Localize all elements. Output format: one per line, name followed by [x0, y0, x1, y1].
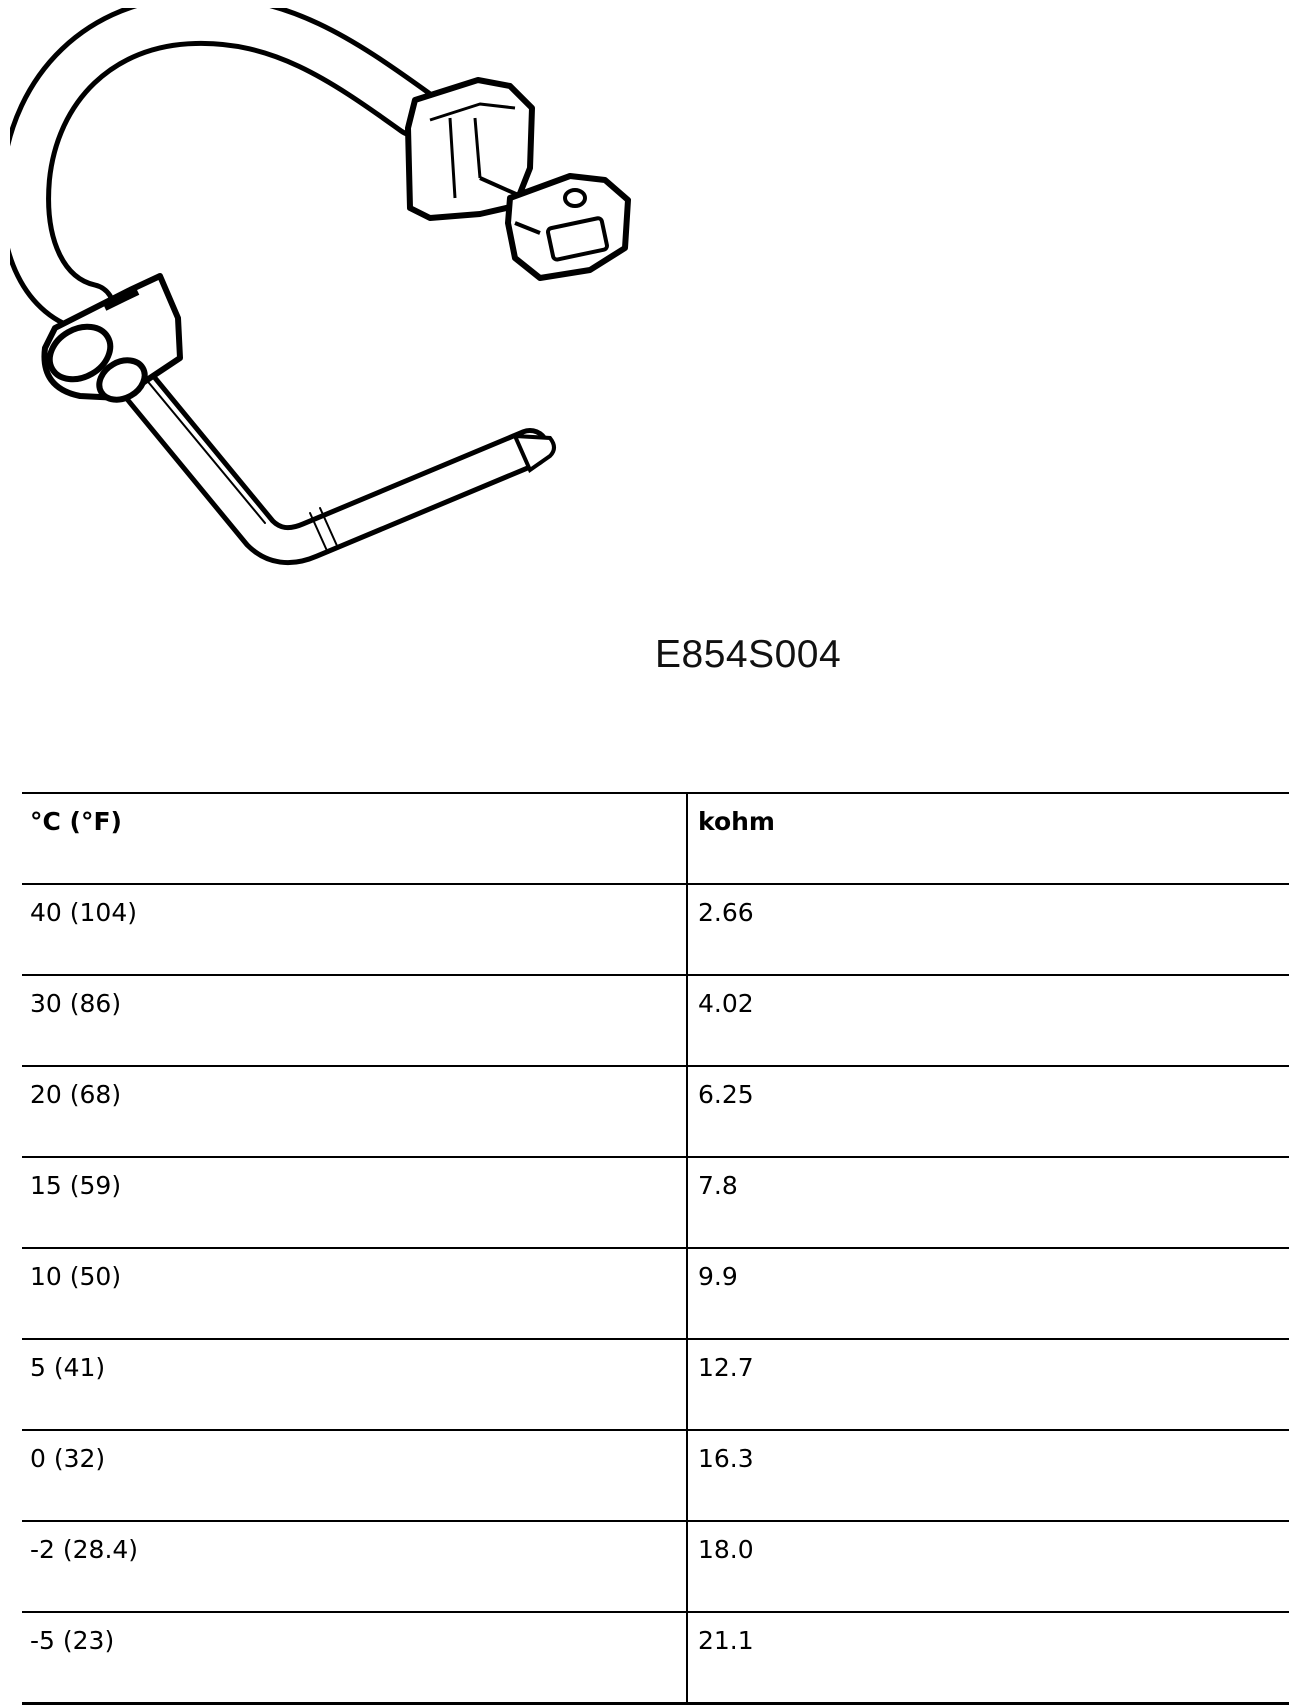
temperature-cell: 40 (104) [22, 884, 687, 975]
temperature-cell: -2 (28.4) [22, 1521, 687, 1612]
resistance-header: kohm [687, 793, 1289, 884]
table-row [22, 1066, 1289, 1157]
resistance-cell: 21.1 [687, 1612, 1289, 1703]
resistance-cell: 16.3 [687, 1430, 1289, 1521]
table-row [22, 1521, 1289, 1612]
temperature-cell: 5 (41) [22, 1339, 687, 1430]
temperature-cell: -5 (23) [22, 1612, 687, 1703]
resistance-cell: 12.7 [687, 1339, 1289, 1430]
resistance-cell: 4.02 [687, 975, 1289, 1066]
resistance-cell: 2.66 [687, 884, 1289, 975]
figure-code: E854S004 [655, 633, 842, 676]
resistance-cell: 9.9 [687, 1248, 1289, 1339]
table-row [22, 1248, 1289, 1339]
table-row [22, 975, 1289, 1066]
temperature-header: °C (°F) [22, 793, 687, 884]
temperature-cell: 20 (68) [22, 1066, 687, 1157]
table-row [22, 1430, 1289, 1521]
table-row [22, 884, 1289, 975]
temperature-sensor-icon [10, 8, 650, 588]
table-row [22, 1339, 1289, 1430]
table-row [22, 1612, 1289, 1703]
temperature-cell: 0 (32) [22, 1430, 687, 1521]
temperature-cell: 10 (50) [22, 1248, 687, 1339]
temperature-cell: 30 (86) [22, 975, 687, 1066]
table-row [22, 1157, 1289, 1248]
temperature-cell: 15 (59) [22, 1157, 687, 1248]
resistance-cell: 7.8 [687, 1157, 1289, 1248]
resistance-cell: 6.25 [687, 1066, 1289, 1157]
resistance-cell: 18.0 [687, 1521, 1289, 1612]
resistance-table [22, 792, 1289, 1705]
table-header-row [22, 793, 1289, 884]
